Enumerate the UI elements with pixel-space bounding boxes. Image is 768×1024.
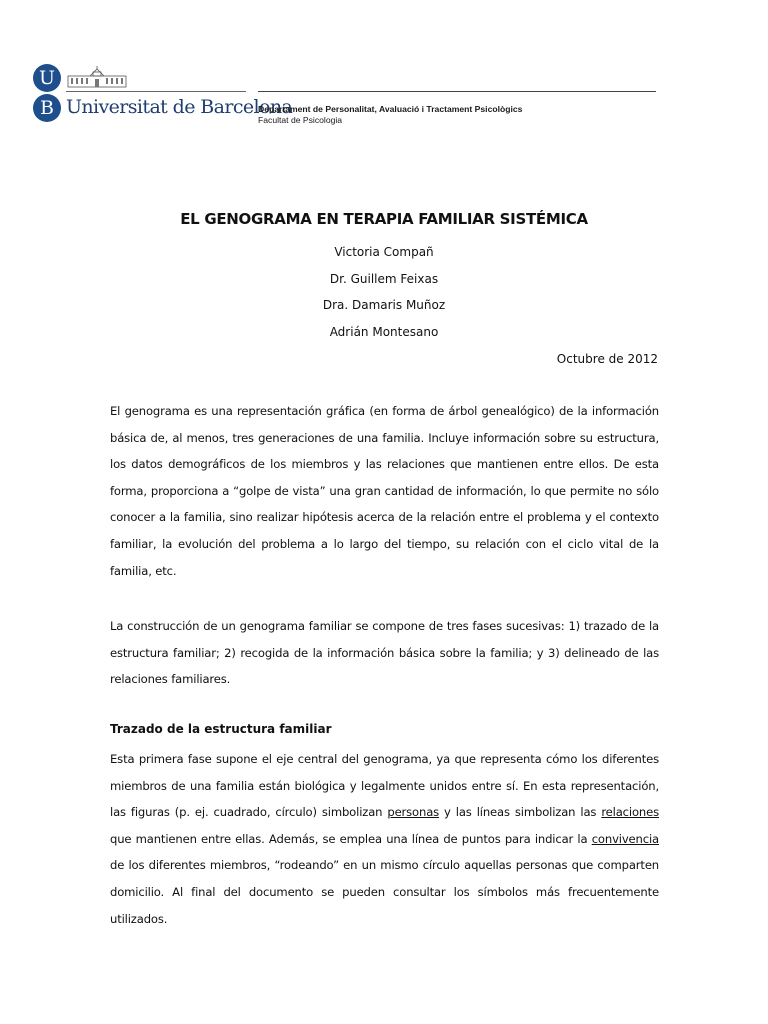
author-2: Dr. Guillem Feixas [329,272,439,286]
paragraph-intro: El genograma es una representación gráfica (en forma de árbol genealógico) de la información básica de, al menos, tres generaciones de una familia. Incluye información sobre su estructura, los datos demográficos de los miembros y las relaciones que mantienen entre ellos. De esta forma, proporciona a “golpe de vista” una gran cantidad de información, lo que permite no sólo conocer a la familia, sino realizar hipótesis acerca de la relación entre el problema y el contexto familiar, la evolución del problema a lo largo del tiempo, su relación con el ciclo vital de la familia, etc. [110,404,659,578]
author-3: Dra. Damaris Muñoz [322,298,446,312]
header-rule-left [66,91,246,92]
university-name: Universitat de Barcelona [66,96,293,118]
paragraph-phases: La construcción de un genograma familiar se compone de tres fases sucesivas: 1) trazado de la estructura familiar; 2) recogida de la información básica sobre la familia; y 3) delineado de las relaciones familiares. [110,619,659,687]
university-logo [33,64,63,124]
logo-u-circle: U [33,64,61,92]
author-4: Adrián Montesano [329,325,439,339]
paragraph-structure-text-3: que mantienen entre ellas. Además, se emplea una línea de puntos para indicar la [110,831,592,846]
document-date: Octubre de 2012 [556,352,658,366]
term-convivencia: convivencia [591,831,659,846]
paragraph-structure-text-4: de los diferentes miembros, “rodeando” en un mismo círculo aquellas personas que comparten domicilio. Al final del documento se pueden consultar los símbolos más frecuentemente utilizados. [110,858,659,926]
term-relaciones: relaciones [601,805,659,820]
paragraph-structure [110,746,659,932]
paragraph-structure-text-2: y las líneas simbolizan las [439,805,602,820]
author-1: Victoria Compañ [334,245,434,259]
term-personas: personas [387,805,440,820]
document-title: EL GENOGRAMA EN TERAPIA FAMILIAR SISTÉMICA [180,210,588,228]
department-name: Departament de Personalitat, Avaluació i Tractament Psicològics [258,104,523,114]
paragraph-structure-text-1: Esta primera fase supone el eje central del genograma, ya que representa cómo los diferentes miembros de una familia están biológica y legalmente unidos entre sí. En esta representación, las figuras (p. ej. cuadrado, círculo) simbolizan [110,752,659,820]
header-rule-right [258,91,656,92]
university-building-icon [66,66,128,88]
faculty-name: Facultat de Psicologia [258,115,343,125]
logo-b-circle: B [33,94,61,122]
section-heading: Trazado de la estructura familiar [110,722,332,736]
